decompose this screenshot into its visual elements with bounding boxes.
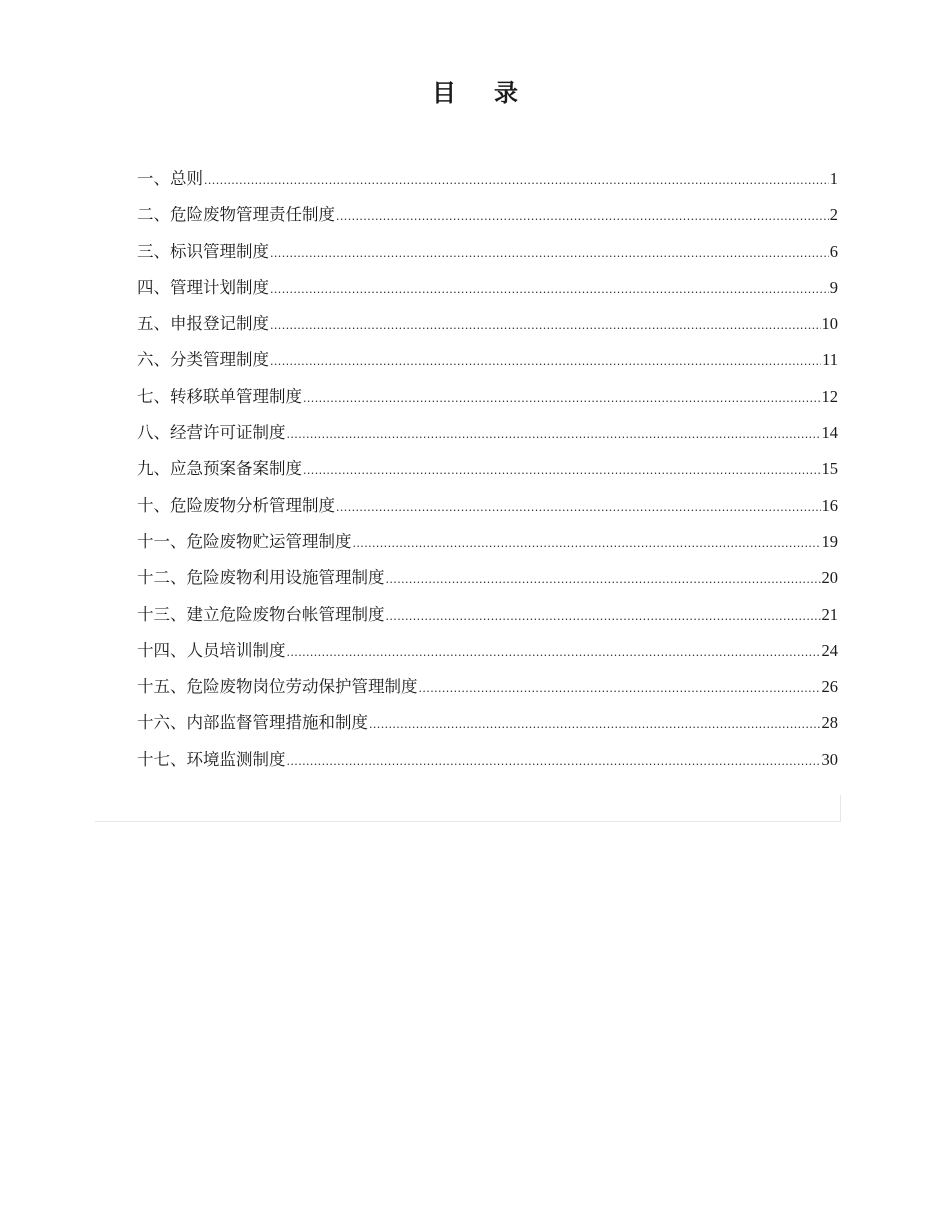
toc-entry-page: 6 xyxy=(829,241,838,261)
toc-dot-leader xyxy=(303,455,821,487)
section-divider xyxy=(95,821,840,822)
toc-dot-leader xyxy=(369,709,821,741)
toc-title-first-char: 目 xyxy=(432,79,456,107)
toc-entry-label: 十五、危险废物岗位劳动保护管理制度 xyxy=(137,677,418,697)
toc-entry[interactable] xyxy=(137,344,838,380)
toc-title xyxy=(0,76,950,110)
toc-entry-label: 十、危险废物分析管理制度 xyxy=(137,495,335,515)
toc-entry-page: 10 xyxy=(821,314,838,334)
toc-title-second-char: 录 xyxy=(494,79,518,107)
toc-entry-page: 19 xyxy=(821,531,838,551)
toc-entry[interactable] xyxy=(137,526,838,562)
toc-entry[interactable] xyxy=(137,599,838,635)
toc-entry-label: 三、标识管理制度 xyxy=(137,241,269,261)
toc-entry-label: 十七、环境监测制度 xyxy=(137,749,286,769)
toc-entry-page: 15 xyxy=(821,459,838,479)
toc-entry[interactable] xyxy=(137,453,838,489)
toc-entry-label: 十四、人员培训制度 xyxy=(137,640,286,660)
toc-entry-page: 28 xyxy=(821,713,838,733)
toc-entry-page: 24 xyxy=(821,640,838,660)
toc-dot-leader xyxy=(270,238,829,270)
toc-entry-label: 八、经营许可证制度 xyxy=(137,423,286,443)
toc-entry-page: 11 xyxy=(822,350,838,370)
toc-entry-label: 五、申报登记制度 xyxy=(137,314,269,334)
toc-entry[interactable] xyxy=(137,490,838,526)
toc-entry-page: 16 xyxy=(821,495,838,515)
toc-dot-leader xyxy=(419,673,821,705)
toc-dot-leader xyxy=(270,274,829,306)
toc-entry-page: 14 xyxy=(821,423,838,443)
toc-dot-leader xyxy=(287,746,821,778)
toc-entry-page: 21 xyxy=(821,604,838,624)
toc-entry-label: 六、分类管理制度 xyxy=(137,350,269,370)
toc-dot-leader xyxy=(353,528,821,560)
toc-dot-leader xyxy=(386,601,821,633)
toc-entry-label: 十六、内部监督管理措施和制度 xyxy=(137,713,368,733)
toc-entry[interactable] xyxy=(137,272,838,308)
toc-entry-label: 一、总则 xyxy=(137,169,203,188)
toc-dot-leader xyxy=(386,564,821,596)
toc-entry[interactable] xyxy=(137,671,838,707)
page-border-corner xyxy=(840,795,841,822)
toc-dot-leader xyxy=(287,419,821,451)
toc-entry-label: 四、管理计划制度 xyxy=(137,277,269,297)
toc-dot-leader xyxy=(204,165,829,197)
toc-entry-label: 九、应急预案备案制度 xyxy=(137,459,302,479)
toc-entry[interactable] xyxy=(137,562,838,598)
toc-dot-leader xyxy=(303,383,821,415)
toc-dot-leader xyxy=(287,637,821,669)
toc-entry-page: 30 xyxy=(821,749,838,769)
toc-entry-page: 1 xyxy=(829,169,838,188)
toc-entry-page: 12 xyxy=(821,386,838,406)
toc-entry[interactable] xyxy=(137,308,838,344)
toc-entry[interactable] xyxy=(137,381,838,417)
toc-entry[interactable] xyxy=(137,236,838,272)
toc-entry-page: 2 xyxy=(829,205,838,225)
toc-dot-leader xyxy=(270,346,821,378)
toc-entry-page: 9 xyxy=(829,277,838,297)
toc-entry[interactable] xyxy=(137,417,838,453)
toc-entry-page: 20 xyxy=(821,568,838,588)
toc-entry-label: 十一、危险废物贮运管理制度 xyxy=(137,531,352,551)
toc-dot-leader xyxy=(270,310,821,342)
toc-entry[interactable] xyxy=(137,199,838,235)
toc-entry[interactable] xyxy=(137,707,838,743)
toc-entry[interactable] xyxy=(137,744,838,780)
toc-dot-leader xyxy=(336,492,821,524)
toc-entry-label: 七、转移联单管理制度 xyxy=(137,386,302,406)
toc-entry[interactable] xyxy=(137,635,838,671)
toc-entry[interactable] xyxy=(137,163,838,199)
toc-entry-page: 26 xyxy=(821,677,838,697)
toc-entry-label: 二、危险废物管理责任制度 xyxy=(137,205,335,225)
toc-dot-leader xyxy=(336,201,829,233)
toc-entry-label: 十二、危险废物利用设施管理制度 xyxy=(137,568,385,588)
toc-entry-label: 十三、建立危险废物台帐管理制度 xyxy=(137,604,385,624)
table-of-contents xyxy=(137,163,838,780)
